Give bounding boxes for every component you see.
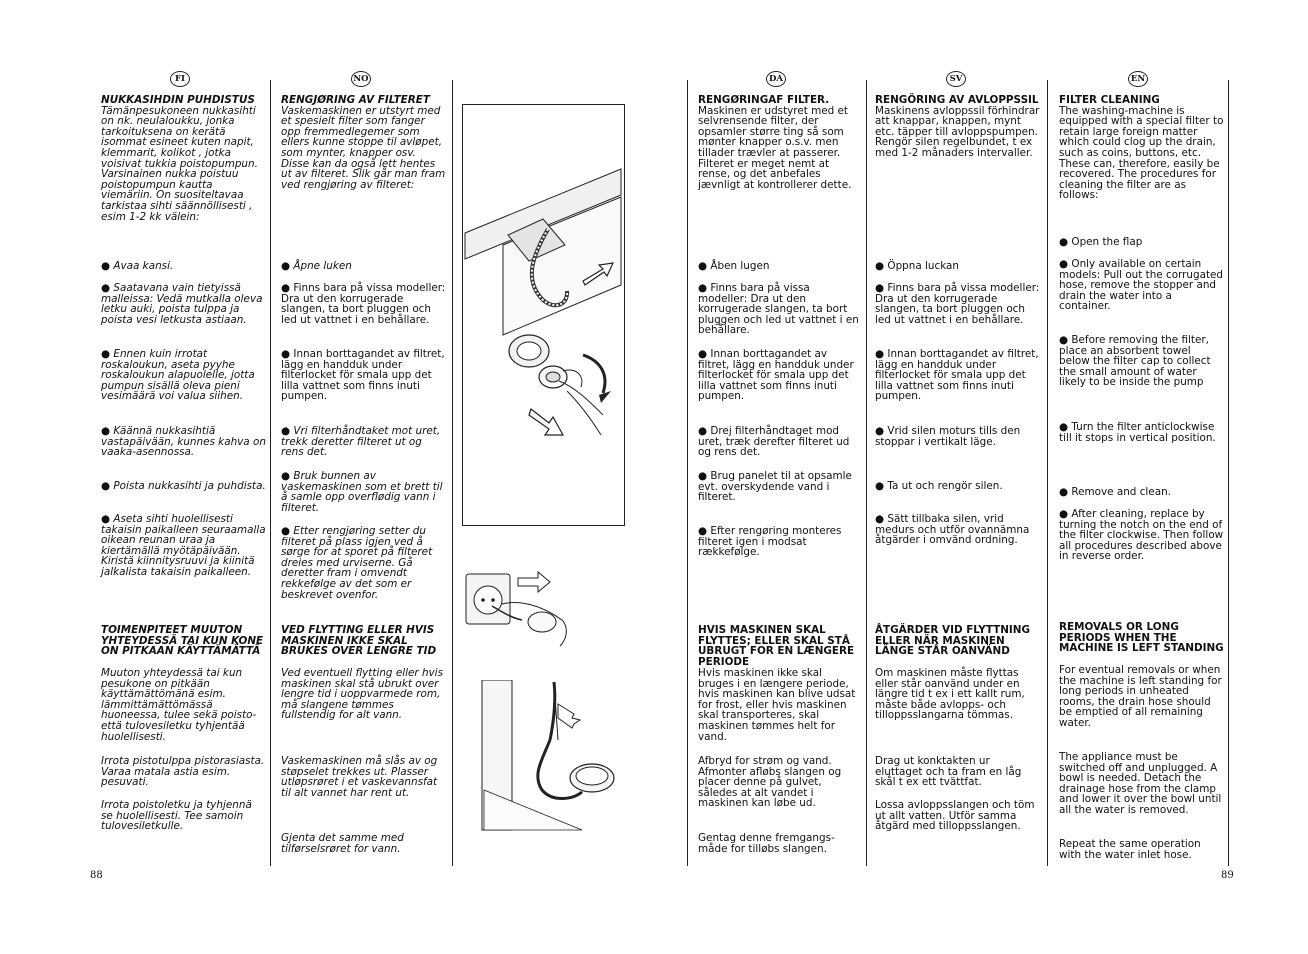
- bullet-icon: ●: [698, 282, 708, 294]
- step-text: Aseta sihti huolellisesti takaisin paikalleen seuraamalla oikean reunan uraa ja kiertämällä myötäpäivään. Kiristä kiinnitysruuvi ja kiinitä jalkalista takaisin paikalleen.: [101, 513, 266, 578]
- step-text: Öppna luckan: [887, 260, 959, 272]
- step-item: [1059, 335, 1224, 388]
- page-number-left: 88: [90, 870, 103, 881]
- unplug-drawing: [462, 560, 582, 680]
- step-item: [698, 526, 860, 558]
- bullet-icon: ●: [101, 282, 111, 294]
- bullet-icon: ●: [875, 260, 885, 272]
- step-text: Käännä nukkasihtiä vastapäivään, kunnes kahva on vaaka-asennossa.: [101, 425, 266, 459]
- paragraph: Vaskemaskinen må slås av og støpselet trekkes ut. Plasser utløpsrøret i et vaskevannsfat til alt vannet har rent ut.: [281, 755, 438, 799]
- bullet-icon: ●: [698, 260, 708, 272]
- section-moving: [1059, 622, 1224, 654]
- bullet-icon: ●: [875, 480, 885, 492]
- step-item: [875, 283, 1040, 325]
- bullet-icon: ●: [698, 425, 708, 437]
- step-item: [281, 261, 446, 272]
- step-item: [281, 283, 446, 325]
- step-item: [875, 481, 1040, 492]
- language-badge-en: EN: [1128, 71, 1148, 87]
- paragraph: Lossa avloppsslangen och töm ut allt vatten. Utför samma åtgärd med tilloppsslangen.: [875, 799, 1035, 833]
- step-item: [875, 349, 1040, 402]
- step-item: [875, 426, 1040, 447]
- step-text: Innan borttagandet av filtret, lägg en handduk under filterlocket för smala upp det lilla vattnet som finns inuti pumpen.: [698, 348, 854, 403]
- language-badge-da: DA: [766, 71, 786, 87]
- paragraph: Ved eventuell flytting eller hvis maskinen skal stå ubrukt over lengre tid i uoppvarmede rom, må slangene tømmes fullstendig for alt vann.: [281, 667, 443, 722]
- step-text: Ennen kuin irrotat roskaloukun, aseta pyyhe roskaloukun alapuolelle, jotta pumpun sisällä oleva pieni vesimäärä voi valua siihen.: [101, 348, 255, 403]
- paragraph: Vaskemaskinen er utstyrt med et spesielt filter som fanger opp fremmedlegemer som ellers kunne stoppe til avløpet, som mynter, knapper osv. Disse kan da også lett hentes ut av filteret. Slik går man fram ved rengjøring av filteret:: [281, 104, 446, 191]
- drain-hose-drawing: [462, 680, 622, 835]
- step-item: [101, 283, 266, 325]
- paragraph: The appliance must be switched off and unplugged. A bowl is needed. Detach the drainage hose from the clamp and lower it over the bowl until all the water is removed.: [1059, 751, 1222, 816]
- step-item: [101, 514, 266, 578]
- column-sv: [875, 95, 1040, 865]
- bullet-icon: ●: [698, 470, 708, 482]
- illustration-unplug: [462, 560, 582, 680]
- section-title: VED FLYTTING ELLER HVIS MASKINEN IKKE SKAL BRUKES OVER LENGRE TID: [281, 624, 437, 658]
- bullet-icon: ●: [1059, 258, 1069, 270]
- bullet-icon: ●: [698, 348, 708, 360]
- section-moving: [101, 625, 266, 657]
- step-text: Finns bara på vissa modeller: Dra ut den korrugerade slangen, ta bort pluggen och led ut vattnet i en behållare.: [281, 282, 446, 326]
- section-title: RENGØRINGAF FILTER.: [698, 94, 830, 106]
- step-text: Vrid silen moturs tills den stoppar i vertikalt läge.: [875, 425, 1021, 448]
- bullet-icon: ●: [101, 260, 111, 272]
- step-text: Åpne luken: [293, 260, 352, 272]
- bullet-icon: ●: [1059, 508, 1069, 520]
- step-text: Remove and clean.: [1071, 486, 1171, 498]
- step-text: Efter rengøring monteres filteret igen i modsat rækkefølge.: [698, 525, 842, 559]
- paragraph: Drag ut konktakten ur eluttaget och ta fram en låg skål t ex ett tvättfat.: [875, 755, 1022, 789]
- section-moving: [281, 625, 446, 657]
- paragraph: Repeat the same operation with the water inlet hose.: [1059, 838, 1201, 861]
- step-text: Before removing the filter, place an absorbent towel below the filter cap to collect the small amount of water likely to be inside the pump: [1059, 334, 1211, 389]
- paragraph: The washing-machine is equipped with a special filter to retain large foreign matter which could clog up the drain, such as coins, buttons, etc. These can, therefore, easily be recovered. The procedures for cleaning the filter are as follows:: [1059, 104, 1224, 202]
- step-item: [281, 349, 446, 402]
- bullet-icon: ●: [875, 348, 885, 360]
- language-badge-fi: FI: [170, 71, 190, 87]
- step-text: Finns bara på vissa modeller: Dra ut den korrugerade slangen, ta bort pluggen och led ut vattnet i en behållare.: [698, 282, 859, 337]
- bullet-icon: ●: [101, 480, 111, 492]
- filter-removal-drawing: [463, 105, 623, 525]
- section-title: FILTER CLEANING: [1059, 94, 1160, 106]
- bullet-icon: ●: [281, 470, 291, 482]
- page-number-right: 89: [1221, 870, 1234, 881]
- paragraph: Gentag denne fremgangs-måde for tilløbs slangen.: [698, 832, 835, 855]
- bullet-icon: ●: [281, 425, 291, 437]
- step-text: Ta ut och rengör silen.: [887, 480, 1003, 492]
- section-intro: [1059, 95, 1224, 201]
- paragraph: Tämänpesukoneen nukkasihti on nk. neulaloukku, jonka tarkoituksena on kerätä isommat esineet kuten napit, klemmarit, kolikot , jotka voisivat tukkia poistopumpun. Varsinainen nukka poistuu poistopumpun kautta viemäriin. On suositeltavaa tarkistaa sihti säännöllisesti , esim 1-2 kk välein:: [101, 104, 258, 223]
- bullet-icon: ●: [101, 425, 111, 437]
- illustration-filter-panel: [462, 104, 625, 526]
- column-divider: [866, 80, 867, 866]
- section-intro: [698, 95, 860, 190]
- section-intro: [101, 95, 266, 222]
- step-text: Poista nukkasihti ja puhdista.: [113, 480, 266, 492]
- step-text: Innan borttagandet av filtret, lägg en handduk under filterlocket för smala upp det lilla vattnet som finns inuti pumpen.: [875, 348, 1039, 403]
- step-item: [1059, 422, 1224, 443]
- step-text: Open the flap: [1071, 236, 1143, 248]
- step-text: Finns bara på vissa modeller: Dra ut den korrugerade slangen, ta bort pluggen och led ut vattnet i en behållare.: [875, 282, 1040, 326]
- bullet-icon: ●: [281, 348, 291, 360]
- paragraph: Gjenta det samme med tilførselsrøret for vann.: [281, 832, 404, 855]
- column-no: [281, 95, 446, 865]
- step-item: [281, 426, 446, 458]
- section-title: HVIS MASKINEN SKAL FLYTTES; ELLER SKAL STÅ UBRUGT FOR EN LÆNGERE PERIODE: [698, 624, 855, 668]
- step-text: Turn the filter anticlockwise till it stops in vertical position.: [1059, 421, 1216, 444]
- section-intro: [281, 95, 446, 190]
- column-divider: [270, 80, 271, 866]
- section-title: REMOVALS OR LONG PERIODS WHEN THE MACHINE IS LEFT STANDING: [1059, 621, 1224, 655]
- bullet-icon: ●: [101, 348, 111, 360]
- bullet-icon: ●: [698, 525, 708, 537]
- paragraph: Om maskinen måste flyttas eller står oanvänd under en längre tid t ex i ett kallt rum, måste både avlopps- och tilloppsslangarna tömmas.: [875, 667, 1025, 722]
- step-text: Saatavana vain tietyissä malleissa: Vedä mutkalla oleva letku auki, poista tulppa ja poista vesi letkusta astiaan.: [101, 282, 263, 326]
- bullet-icon: ●: [1059, 236, 1069, 248]
- column-divider: [1228, 80, 1229, 866]
- step-text: Åben lugen: [710, 260, 770, 272]
- bullet-icon: ●: [281, 260, 291, 272]
- column-fi: [101, 95, 266, 865]
- step-item: [101, 349, 266, 402]
- step-item: [1059, 509, 1224, 562]
- step-text: Etter rengjøring setter du filteret på plass igjen ved å sørge for at sporet på filteret dreies med urviserne. Gå deretter fram i omvendt rekkefølge av det som er beskrevet ovenfor.: [281, 525, 433, 601]
- step-item: [698, 349, 860, 402]
- step-text: Innan borttagandet av filtret, lägg en handduk under filterlocket för smala upp det lilla vattnet som finns inuti pumpen.: [281, 348, 445, 403]
- bullet-icon: ●: [101, 513, 111, 525]
- step-text: Avaa kansi.: [113, 260, 174, 272]
- paragraph: Muuton yhteydessä tai kun pesukone on pitkään käyttämättömänä esim. lämmittämättömässä huoneessa, tulee sekä poisto- että tulovesiletku tyhjentää huolellisesti.: [101, 667, 257, 743]
- step-item: [698, 426, 860, 458]
- column-en: [1059, 95, 1224, 865]
- bullet-icon: ●: [281, 525, 291, 537]
- paragraph: Hvis maskinen ikke skal bruges i en længere periode, hvis maskinen kan blive udsat for frost, eller hvis maskinen skal transporteres, skal maskinen tømmes helt for vand.: [698, 667, 856, 743]
- step-text: Vri filterhåndtaket mot uret, trekk deretter filteret ut og rens det.: [281, 425, 441, 459]
- step-item: [1059, 237, 1224, 248]
- step-item: [281, 526, 446, 600]
- bullet-icon: ●: [875, 425, 885, 437]
- section-moving: [698, 625, 860, 667]
- step-item: [101, 261, 266, 272]
- step-text: Bruk bunnen av vaskemaskinen som et brett til å samle opp overflødig vann i filteret.: [281, 470, 443, 514]
- step-text: After cleaning, replace by turning the notch on the end of the filter clockwise. Then follow all procedures described above in reverse order.: [1059, 508, 1224, 563]
- step-item: [698, 471, 860, 503]
- illustration-drain-hose: [462, 680, 622, 835]
- section-title: RENGJØRING AV FILTERET: [281, 94, 430, 106]
- step-text: Only available on certain models: Pull out the corrugated hose, remove the stopper and drain the water into a container.: [1059, 258, 1224, 313]
- paragraph: For eventual removals or when the machine is left standing for long periods in unheated rooms, the drain hose should be emptied of all remaining water.: [1059, 664, 1222, 729]
- step-item: [698, 261, 860, 272]
- section-intro: [875, 95, 1040, 159]
- column-divider: [452, 80, 453, 866]
- section-title: TOIMENPITEET MUUTON YHTEYDESSÄ TAI KUN KONE ON PITKAAN KÄYTTÄMÄTTÄ: [101, 624, 264, 658]
- bullet-icon: ●: [1059, 334, 1069, 346]
- bullet-icon: ●: [1059, 421, 1069, 433]
- paragraph: Afbryd for strøm og vand. Afmonter afløbs slangen og placer denne på gulvet, således at alt vandet i maskinen kan løbe ud.: [698, 755, 842, 810]
- bullet-icon: ●: [281, 282, 291, 294]
- paragraph: Irrota poistoletku ja tyhjennä se huolellisesti. Tee samoin tulovesiletkulle.: [101, 799, 252, 833]
- section-title: NUKKASIHDIN PUHDISTUS: [101, 94, 255, 106]
- step-item: [875, 261, 1040, 272]
- step-item: [698, 283, 860, 336]
- section-title: RENGÖRING AV AVLOPPSSIL: [875, 94, 1039, 106]
- step-item: [1059, 259, 1224, 312]
- column-da: [698, 95, 860, 865]
- step-item: [281, 471, 446, 513]
- language-badge-sv: SV: [946, 71, 966, 87]
- column-divider: [1047, 80, 1048, 866]
- step-text: Brug panelet til at opsamle evt. overskydende vand i filteret.: [698, 470, 852, 504]
- bullet-icon: ●: [875, 282, 885, 294]
- step-item: [101, 481, 266, 492]
- paragraph: Maskinens avloppssil förhindrar att knappar, knappen, mynt etc. täpper till avloppspumpen. Rengör silen regelbundet, t ex med 1-2 månaders intervaller.: [875, 104, 1040, 159]
- language-badge-no: NO: [351, 71, 371, 87]
- step-item: [875, 514, 1040, 546]
- step-text: Drej filterhåndtaget mod uret, træk derefter filteret ud og rens det.: [698, 425, 850, 459]
- bullet-icon: ●: [1059, 486, 1069, 498]
- section-moving: [875, 625, 1040, 657]
- step-item: [101, 426, 266, 458]
- paragraph: Irrota pistotulppa pistorasiasta. Varaa matala astia esim. pesuvati.: [101, 755, 265, 789]
- section-title: ÅTGÄRDER VID FLYTTNING ELLER NÄR MASKINEN LÄNGE STÅR OANVÄND: [875, 624, 1031, 658]
- column-divider: [687, 80, 688, 866]
- paragraph: Maskinen er udstyret med et selvrensende filter, der opsamler større ting så som mønter knapper o.s.v. men tillader trævler at passerer. Filteret er meget nemt at rense, og det anbefales jævnligt at kontrollerer dette.: [698, 104, 852, 191]
- bullet-icon: ●: [875, 513, 885, 525]
- step-item: [1059, 487, 1224, 498]
- step-text: Sätt tillbaka silen, vrid medurs och utför ovannämna åtgärder i omvänd ordning.: [875, 513, 1030, 547]
